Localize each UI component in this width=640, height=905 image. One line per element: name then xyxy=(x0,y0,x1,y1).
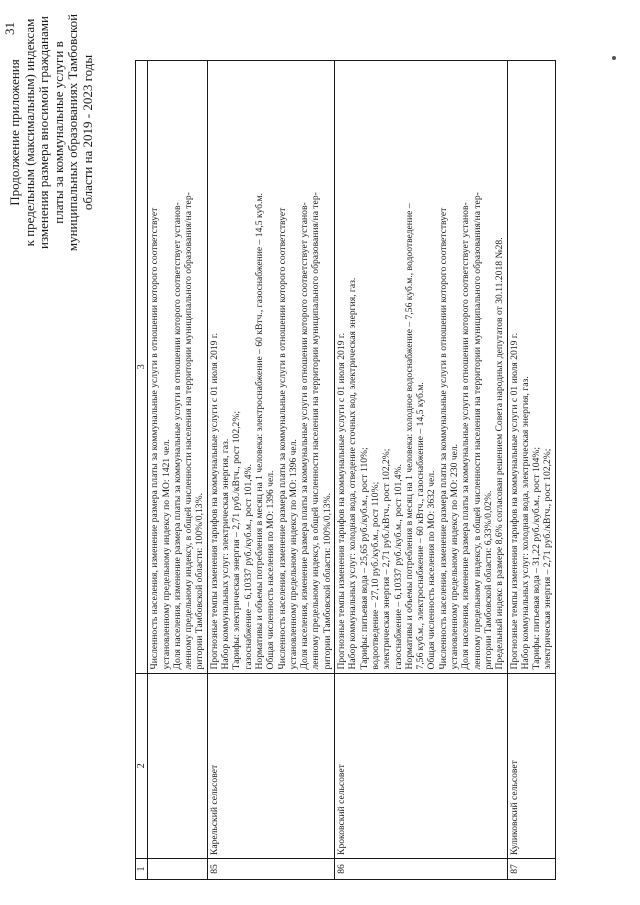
row-num-cell: 87 xyxy=(507,858,555,879)
heading-line: муниципальных образованиях Тамбовской xyxy=(65,13,80,252)
table-header-row xyxy=(136,61,148,880)
desc-line: Нормативы и объемы потребления в месяц на 1 человека: электроснабжение – 60 кВтч., газоснабжение – 14,5 куб.м. xyxy=(253,193,265,670)
table-row xyxy=(335,61,507,880)
desc-line: Тарифы: электрическая энергия – 2,71 руб./кВтч., рост 102,2%; xyxy=(231,410,243,670)
heading-line: области на 2019 - 2023 годы xyxy=(79,54,95,211)
desc-line: ленному предельному индексу, в общей численности населения на территории муниципального образования/на тер- xyxy=(183,192,195,670)
desc-line: газоснабжение – 6,10337 руб./куб.м., рост 101,4%. xyxy=(242,464,254,670)
desc-line: 7,56 куб.м., электроснабжение – 60 кВтч., газоснабжение – 14,5 куб.м. xyxy=(415,382,427,670)
desc-line: электрическая энергия – 2,71 руб./кВтч., рост 102,2%; xyxy=(381,448,393,670)
desc-line: установленному предельному индексу по МО: 1396 чел. xyxy=(287,439,299,670)
desc-line: Прогнозные темпы изменения тарифов на коммунальные услуги с 01 июля 2019 г. xyxy=(508,332,520,670)
desc-line: Нормативы и объемы потребления в месяц на 1 человека: холодное водоснабжение – 7,56 куб.м., водоотведение – xyxy=(403,203,415,670)
desc-line: газоснабжение – 6,10337 руб./куб.м., рост 101,4%. xyxy=(392,464,404,670)
desc-line: Тарифы: питьевая вода – 31,22 руб./куб.м., рост 104%; xyxy=(531,446,543,670)
desc-line: Численность населения, изменение размера платы за коммунальные услуги в отношении которого соответствует xyxy=(437,207,449,670)
desc-line: Набор коммунальных услуг: холодная вода, отведение сточных вод, электрическая энергия, газ. xyxy=(347,277,359,670)
row-name-cell xyxy=(148,673,207,858)
desc-line: установленному предельному индексу по МО: 1421 чел. xyxy=(160,439,172,670)
desc-line: ритории Тамбовской области: 6,33%/0,02%. xyxy=(482,490,494,670)
row-name-cell: Кроковский сельсовет xyxy=(335,673,507,858)
desc-line: ленному предельному индексу, в общей численности населения на территории муниципального образования/на тер- xyxy=(310,192,322,670)
heading-line: платы за коммунальные услуги в xyxy=(50,41,66,224)
desc-line: Численность населения, изменение размера платы за коммунальные услуги в отношении которого соответствует xyxy=(276,207,288,670)
table-row xyxy=(507,61,555,880)
desc-line: Набор коммунальных услуг: холодная вода, электрическая энергия, газ. xyxy=(519,376,531,670)
desc-line: Общая численность населения по МО: 1396 чел. xyxy=(265,470,277,670)
heading-line: изменения размера вносимой гражданами xyxy=(36,16,51,249)
col-header-num: 1 xyxy=(136,858,148,879)
row-num-cell: 85 xyxy=(207,858,334,879)
row-name-cell: Карельский сельсовет xyxy=(207,673,334,858)
desc-line: Доля населения, изменение размера платы за коммунальные услуги в отношении которого соответствует установ- xyxy=(171,202,183,670)
scan-speck xyxy=(612,56,616,60)
col-header-desc: 3 xyxy=(136,61,148,674)
desc-line: электрическая энергия – 2,71 руб./кВтч., рост 102,2%; xyxy=(542,448,554,670)
desc-line: Численность населения, изменение размера платы за коммунальные услуги в отношении которого соответствует xyxy=(149,207,161,670)
desc-line: Предельный индекс в размере 8,6% согласован решением Совета народных депутатов от 30.11.2018 №28. xyxy=(494,237,506,670)
desc-line: Прогнозные темпы изменения тарифов на коммунальные услуги с 01 июля 2019 г. xyxy=(336,332,348,670)
desc-line: ленному предельному индексу, в общей численности населения на территории муниципального образования/на тер- xyxy=(471,192,483,670)
desc-line: Набор коммунальных услуг: электрическая энергия, газ. xyxy=(220,438,232,670)
page-number: 31 xyxy=(2,22,17,35)
desc-line: Доля населения, изменение размера платы за коммунальные услуги в отношении которого соответствует установ- xyxy=(299,202,311,670)
row-num-cell: 86 xyxy=(335,858,507,879)
row-name-cell: Куликовский сельсовет xyxy=(507,673,555,858)
heading-line: к предельным (максимальным) индексам xyxy=(21,18,37,247)
tariff-table xyxy=(135,60,556,880)
table-row-continuation xyxy=(148,61,207,880)
heading-line: Продолжение приложения xyxy=(7,59,22,206)
desc-line: Доля населения, изменение размера платы за коммунальные услуги в отношении которого соответствует установ- xyxy=(460,202,472,670)
table-row xyxy=(207,61,334,880)
desc-line: Тарифы: питьевая вода – 25,65 руб./куб.м., рост 110%; xyxy=(358,447,370,670)
desc-line: установленному предельному индексу по МО: 230 чел. xyxy=(449,443,461,670)
row-desc-cell xyxy=(335,61,507,674)
desc-line: водоотведение – 27,10 руб./куб.м., рост 110%; xyxy=(369,481,381,670)
desc-line: ритории Тамбовской области: 100%/0,13%. xyxy=(194,493,206,670)
row-desc-cell xyxy=(507,61,555,674)
row-desc-cell xyxy=(207,61,334,674)
desc-line: ритории Тамбовской области: 100%/0,13%. xyxy=(321,493,333,670)
desc-line: Общая численность населения по МО: 3632 чел. xyxy=(426,470,438,670)
row-num-cell xyxy=(148,858,207,879)
appendix-heading xyxy=(8,5,95,260)
row-desc-cell xyxy=(148,61,207,674)
desc-line: Прогнозные темпы изменения тарифов на коммунальные услуги с 01 июля 2019 г. xyxy=(208,332,220,670)
col-header-name: 2 xyxy=(136,673,148,858)
